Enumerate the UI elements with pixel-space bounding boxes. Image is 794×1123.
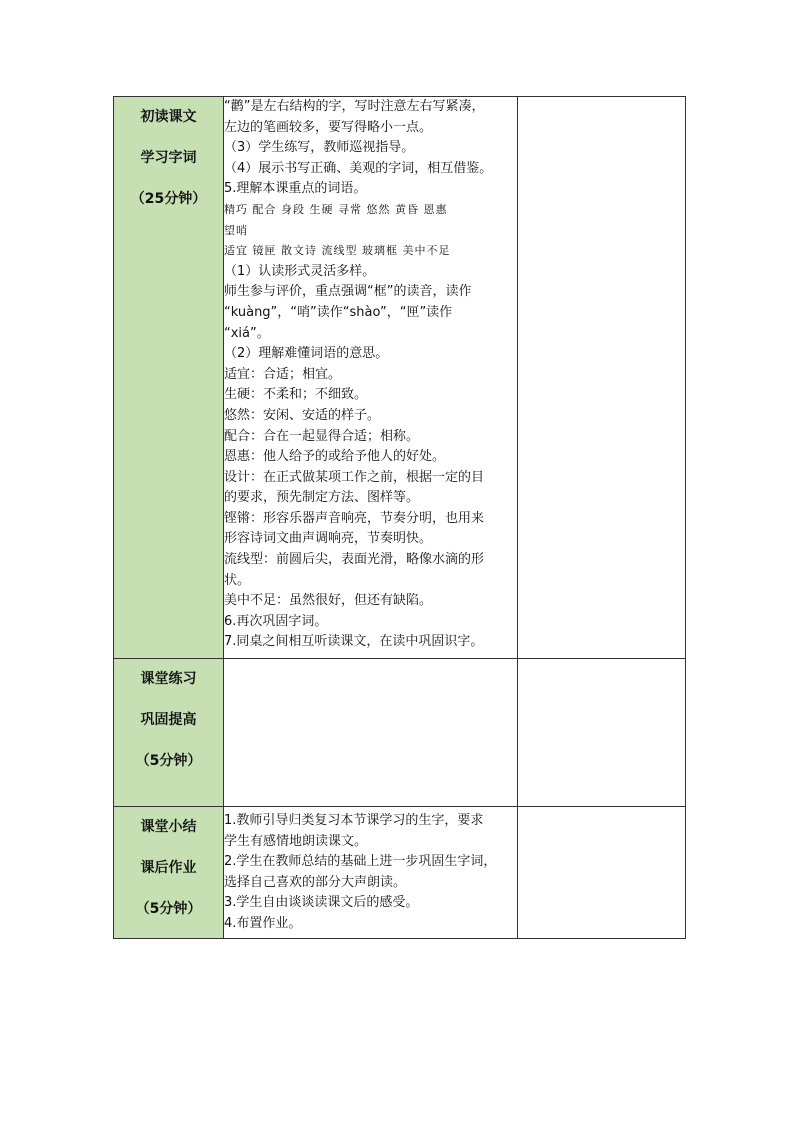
section-title-line: 学习字词 — [140, 150, 197, 166]
content-line: 师生参与评价，重点强调“框”的读音，读作 — [224, 284, 472, 300]
content-line: 悠然：安闲、安适的样子。 — [224, 407, 381, 423]
section-content — [224, 659, 518, 807]
content-line: 设计：在正式做某项工作之前，根据一定的目 — [224, 469, 485, 485]
table-row — [114, 659, 686, 807]
content-line: 选择自己喜欢的部分大声朗读。 — [224, 874, 407, 890]
section-title-line: 课后作业 — [140, 860, 197, 876]
content-line: 左边的笔画较多，要写得略小一点。 — [224, 119, 433, 135]
notes-cell — [518, 97, 686, 659]
content-line: 铿锵：形容乐器声音响亮，节奏分明，也用来 — [224, 510, 485, 526]
content-line: （1）认读形式灵活多样。 — [224, 263, 376, 279]
content-line: 美中不足：虽然很好，但还有缺陷。 — [224, 593, 433, 609]
table-row — [114, 97, 686, 659]
content-line: 4.布置作业。 — [224, 915, 302, 931]
section-title-line: 初读课文 — [140, 109, 197, 125]
content-line: 流线型：前圆后尖，表面光滑，略像水滴的形 — [224, 552, 485, 568]
content-line: 5.理解本课重点的词语。 — [224, 181, 367, 197]
section-content — [224, 97, 518, 659]
section-duration: （5分钟） — [135, 753, 202, 769]
content-line: 适宜：合适；相宜。 — [224, 366, 342, 382]
notes-cell — [518, 659, 686, 807]
section-label — [114, 97, 224, 659]
table-row — [114, 807, 686, 939]
section-duration: （5分钟） — [135, 901, 202, 917]
content-line: 配合：合在一起显得合适；相称。 — [224, 428, 420, 444]
section-title-line: 课堂小结 — [140, 819, 197, 835]
notes-cell — [518, 807, 686, 939]
content-line: 6.再次巩固字词。 — [224, 613, 328, 629]
content-line: “鹳”是左右结构的字，写时注意左右写紧凑， — [224, 99, 485, 114]
section-title-line: 巩固提高 — [140, 712, 197, 728]
content-line: 学生有感情地朗读课文。 — [224, 833, 368, 849]
section-label — [114, 659, 224, 807]
vocab-line: 精巧 配合 身段 生硬 寻常 悠然 黄昏 恩惠 — [224, 202, 448, 216]
lesson-plan-table — [113, 96, 686, 939]
content-line: （3）学生练写，教师巡视指导。 — [224, 140, 415, 156]
section-label — [114, 807, 224, 939]
section-content — [224, 807, 518, 939]
content-line: （2）理解难懂词语的意思。 — [224, 346, 389, 362]
content-line: （4）展示书写正确、美观的字词，相互借鉴。 — [224, 160, 493, 176]
content-line: 1.教师引导归类复习本节课学习的生字，要求 — [224, 813, 484, 828]
content-line: 7.同桌之间相互听读课文，在读中巩固识字。 — [224, 634, 484, 650]
content-line: 形容诗词文曲声调响亮，节奏明快。 — [224, 531, 433, 547]
section-title-line: 课堂练习 — [140, 671, 197, 687]
vocab-line: 望哨 — [224, 223, 248, 237]
content-line: “xiá”。 — [224, 325, 270, 341]
content-line: “kuàng”，“哨”读作“shào”，“匣”读作 — [224, 304, 453, 320]
vocab-line: 适宜 镜匣 散文诗 流线型 玻璃框 美中不足 — [224, 244, 451, 258]
content-line: 2.学生在教师总结的基础上进一步巩固生字词， — [224, 854, 497, 870]
content-line: 的要求，预先制定方法、图样等。 — [224, 490, 420, 506]
section-duration: （25分钟） — [130, 191, 207, 207]
content-line: 3.学生自由谈谈读课文后的感受。 — [224, 895, 419, 911]
content-line: 状。 — [224, 572, 251, 588]
content-line: 生硬：不柔和；不细致。 — [224, 387, 368, 403]
content-line: 恩惠：他人给予的或给予他人的好处。 — [224, 449, 446, 465]
